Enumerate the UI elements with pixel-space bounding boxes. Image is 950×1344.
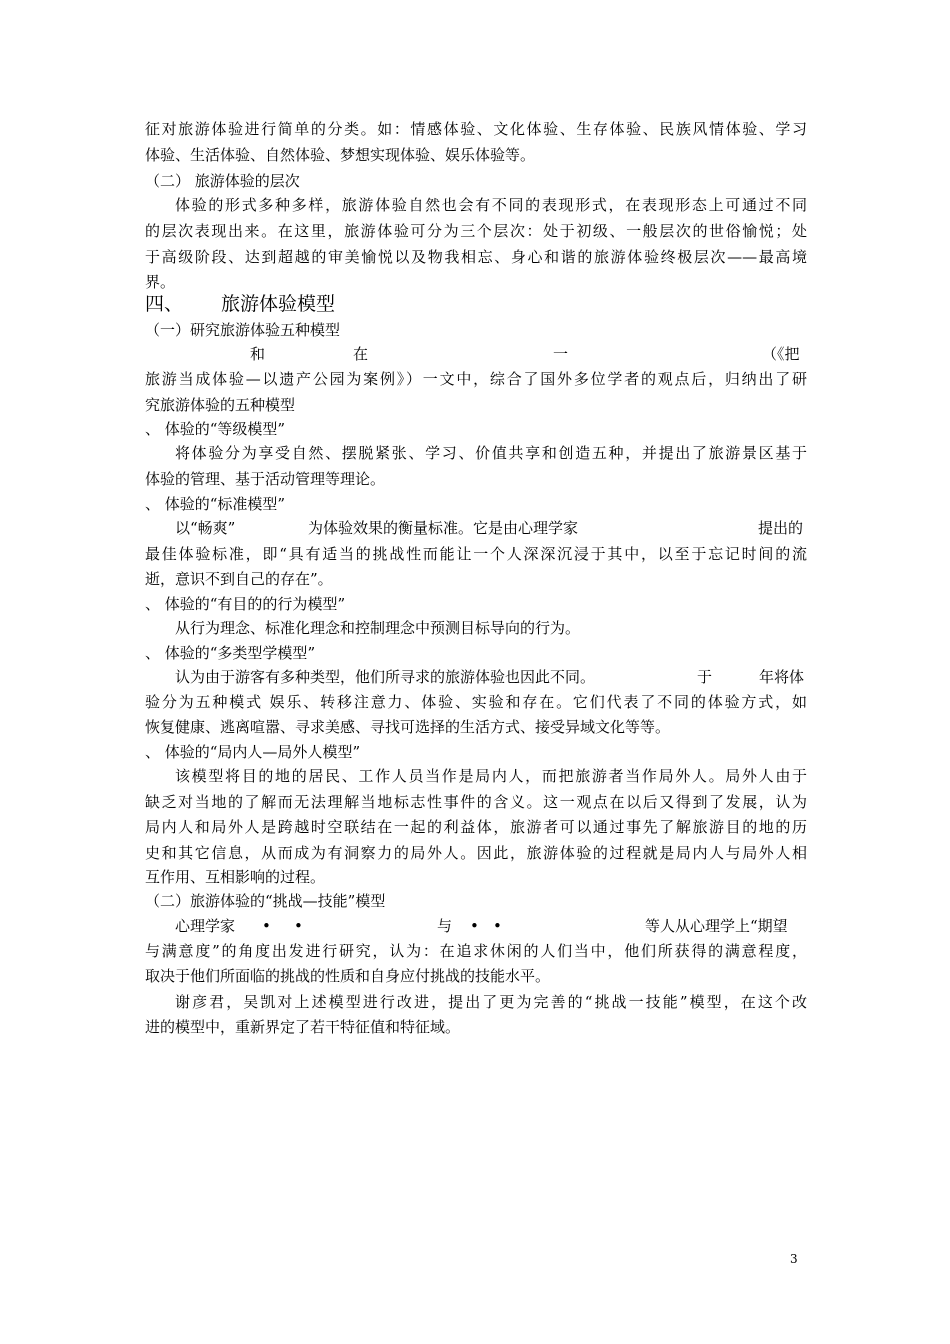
text-line: 的层次表现出来。在这里，旅游体验可分为三个层次：处于初级、一般层次的世俗愉悦；处 <box>145 222 807 240</box>
list-item-heading: 、 体验的“多类型学模型” <box>145 644 316 662</box>
text-line: 互作用、互相影响的过程。 <box>145 868 326 886</box>
word-fragment: 年将体 <box>759 668 805 686</box>
text-line: 旅游当成体验—以遗产公园为案例》）一文中，综合了国外多位学者的观点后，归纳出了研 <box>145 370 807 388</box>
text-line: 从行为理念、标准化理念和控制理念中预测目标导向的行为。 <box>175 619 581 637</box>
bullet-dot: • <box>470 917 479 935</box>
section-subheading: （二）旅游体验的“挑战—技能”模型 <box>145 892 386 910</box>
text-line: 验分为五种模式 娱乐、转移注意力、体验、实验和存在。它们代表了不同的体验方式，如 <box>145 693 807 711</box>
word-fragment: 一 <box>553 345 569 363</box>
word-fragment: 等人从心理学上“期望 <box>645 917 788 935</box>
text-line: 将体验分为享受自然、摆脱紧张、学习、价值共享和创造五种，并提出了旅游景区基于 <box>175 444 807 462</box>
text-line: 征对旅游体验进行简单的分类。如：情感体验、文化体验、生存体验、民族风情体验、学习 <box>145 120 807 138</box>
word-fragment: 和 <box>250 345 266 363</box>
text-line-spaced <box>0 518 950 538</box>
text-line: 于高级阶段、达到超越的审美愉悦以及物我相忘、身心和谐的旅游体验终极层次——最高境 <box>145 248 807 266</box>
text-line: 体验的管理、基于活动管理等理论。 <box>145 470 386 488</box>
bullet-dot: • <box>262 917 271 935</box>
text-line: 谢彦君，吴凯对上述模型进行改进，提出了更为完善的“挑战一技能”模型，在这个改 <box>175 993 807 1011</box>
word-fragment: 以“畅爽” <box>175 519 236 537</box>
text-line: 体验、生活体验、自然体验、梦想实现体验、娱乐体验等。 <box>145 146 536 164</box>
section-subheading: （二） 旅游体验的层次 <box>145 172 300 190</box>
bullet-dot: • <box>294 917 303 935</box>
text-line: 体验的形式多种多样，旅游体验自然也会有不同的表现形式，在表现形态上可通过不同 <box>175 196 807 214</box>
text-line-spaced <box>0 344 950 364</box>
text-line: 界。 <box>145 273 176 291</box>
section-number: 四、 <box>145 293 184 315</box>
list-item-heading: 、 体验的“局内人—局外人模型” <box>145 743 361 761</box>
text-line: 该模型将目的地的居民、工作人员当作是局内人，而把旅游者当作局外人。局外人由于 <box>175 767 807 785</box>
word-fragment: 于 <box>697 668 713 686</box>
text-line: 史和其它信息，从而成为有洞察力的局外人。因此，旅游体验的过程就是局内人与局外人相 <box>145 844 807 862</box>
text-line: 进的模型中，重新界定了若干特征值和特征域。 <box>145 1018 461 1036</box>
word-fragment: 与 <box>437 917 453 935</box>
word-fragment: 认为由于游客有多种类型，他们所寻求的旅游体验也因此不同。 <box>175 668 596 686</box>
text-line: 与满意度”的角度出发进行研究，认为：在追求休闲的人们当中，他们所获得的满意程度， <box>145 942 807 960</box>
list-item-heading: 、 体验的“有目的的行为模型” <box>145 595 346 613</box>
text-line: 究旅游体验的五种模型 <box>145 396 296 414</box>
page-number: 3 <box>790 1252 798 1266</box>
section-heading <box>145 292 807 316</box>
word-fragment: 为体验效果的衡量标准。它是由心理学家 <box>308 519 579 537</box>
list-item-heading: 、 体验的“等级模型” <box>145 420 286 438</box>
bullet-dot: • <box>493 917 502 935</box>
text-line: 缺乏对当地的了解而无法理解当地标志性事件的含义。这一观点在以后又得到了发展，认为 <box>145 793 807 811</box>
text-line: 最佳体验标准，即“具有适当的挑战性而能让一个人深深沉浸于其中，以至于忘记时间的流 <box>145 545 807 563</box>
word-fragment: （《把 <box>762 345 800 363</box>
word-fragment: 提出的 <box>758 519 804 537</box>
text-line: 取决于他们所面临的挑战的性质和自身应付挑战的技能水平。 <box>145 967 551 985</box>
section-title: 旅游体验模型 <box>221 293 336 315</box>
text-line: 局内人和局外人是跨越时空联结在一起的利益体，旅游者可以通过事先了解旅游目的地的历 <box>145 818 807 836</box>
text-line: 逝，意识不到自己的存在”。 <box>145 570 333 588</box>
text-line: 恢复健康、逃离喧嚣、寻求美感、寻找可选择的生活方式、接受异域文化等等。 <box>145 718 671 736</box>
text-line-spaced <box>0 916 950 936</box>
word-fragment: 心理学家 <box>175 917 236 935</box>
list-item-heading: 、 体验的“标准模型” <box>145 495 286 513</box>
word-fragment: 在 <box>353 345 369 363</box>
text-line-spaced <box>0 667 950 687</box>
section-subheading: （一）研究旅游体验五种模型 <box>145 321 341 339</box>
